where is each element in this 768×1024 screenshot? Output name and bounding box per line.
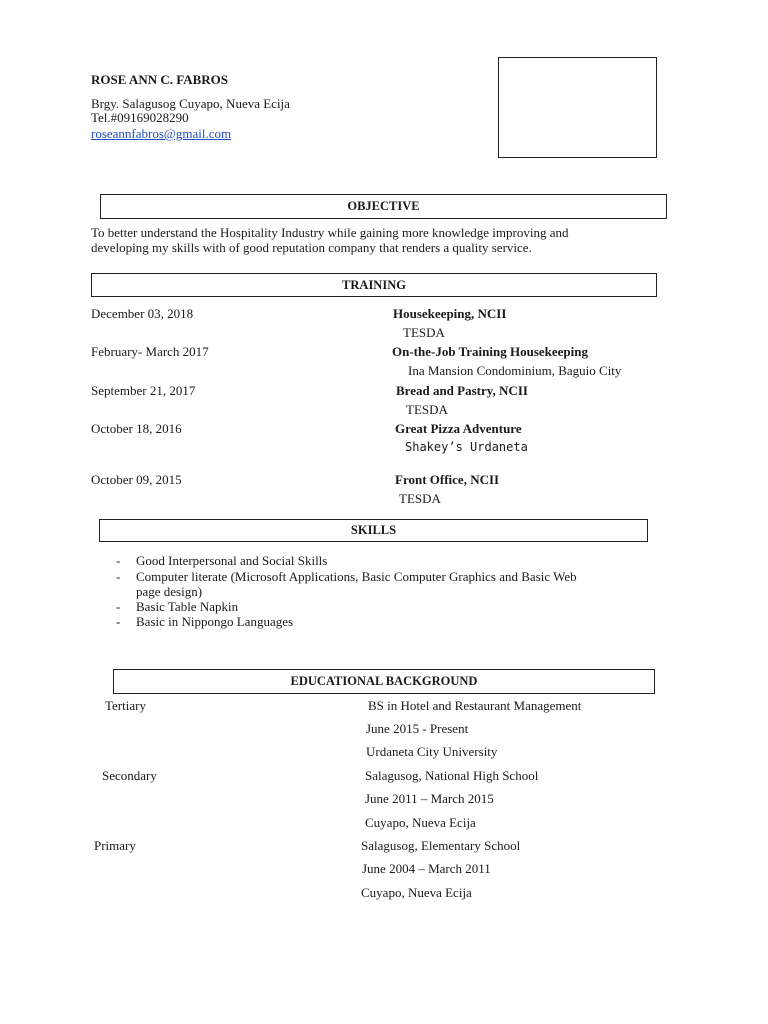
bullet-dash: - bbox=[116, 614, 121, 629]
objective-heading: OBJECTIVE bbox=[100, 194, 667, 219]
training-title: On-the-Job Training Housekeeping bbox=[392, 344, 588, 359]
skills-heading: SKILLS bbox=[99, 519, 648, 542]
education-location: Cuyapo, Nueva Ecija bbox=[361, 885, 472, 900]
skill-item: Good Interpersonal and Social Skills bbox=[136, 553, 328, 568]
training-title: Housekeeping, NCII bbox=[393, 306, 507, 321]
training-title: Front Office, NCII bbox=[395, 472, 500, 487]
education-school: Salagusog, National High School bbox=[365, 768, 539, 783]
education-period: June 2015 - Present bbox=[366, 721, 469, 736]
phone-number: Tel.#09169028290 bbox=[91, 110, 189, 125]
education-school: BS in Hotel and Restaurant Management bbox=[368, 698, 582, 713]
training-date: October 18, 2016 bbox=[91, 421, 182, 436]
bullet-dash: - bbox=[116, 569, 121, 584]
email-link[interactable]: roseannfabros@gmail.com bbox=[91, 126, 232, 141]
education-period: June 2004 – March 2011 bbox=[362, 861, 491, 876]
skill-item: Computer literate (Microsoft Applications, Basic Computer Graphics and Basic Web bbox=[136, 569, 577, 584]
bullet-dash: - bbox=[116, 553, 121, 568]
education-period: June 2011 – March 2015 bbox=[365, 791, 494, 806]
training-date: September 21, 2017 bbox=[91, 383, 196, 398]
training-date: October 09, 2015 bbox=[91, 472, 182, 487]
training-place: TESDA bbox=[406, 402, 448, 417]
education-level: Secondary bbox=[102, 768, 157, 783]
training-place: TESDA bbox=[399, 491, 441, 506]
address: Brgy. Salagusog Cuyapo, Nueva Ecija bbox=[91, 96, 290, 111]
applicant-name: ROSE ANN C. FABROS bbox=[91, 72, 229, 87]
education-level: Primary bbox=[94, 838, 136, 853]
skill-item: Basic in Nippongo Languages bbox=[136, 614, 294, 629]
training-date: December 03, 2018 bbox=[91, 306, 194, 321]
objective-text-line-2: developing my skills with of good reputation company that renders a quality service. bbox=[91, 240, 532, 255]
objective-text-line-1: To better understand the Hospitality Industry while gaining more knowledge improving and bbox=[91, 225, 569, 240]
photo-placeholder bbox=[498, 57, 657, 158]
education-heading: EDUCATIONAL BACKGROUND bbox=[113, 669, 655, 694]
training-place: Ina Mansion Condominium, Baguio City bbox=[408, 363, 622, 378]
training-title: Great Pizza Adventure bbox=[395, 421, 522, 436]
education-school: Salagusog, Elementary School bbox=[361, 838, 521, 853]
training-date: February- March 2017 bbox=[91, 344, 209, 359]
bullet-dash: - bbox=[116, 599, 121, 614]
training-title: Bread and Pastry, NCII bbox=[396, 383, 528, 398]
education-location: Cuyapo, Nueva Ecija bbox=[365, 815, 476, 830]
education-level: Tertiary bbox=[105, 698, 146, 713]
skill-item: Basic Table Napkin bbox=[136, 599, 239, 614]
skill-item-continuation: page design) bbox=[136, 584, 203, 599]
training-heading: TRAINING bbox=[91, 273, 657, 297]
training-place: TESDA bbox=[403, 325, 445, 340]
education-location: Urdaneta City University bbox=[366, 744, 498, 759]
training-place: Shakey’s Urdaneta bbox=[405, 440, 528, 454]
